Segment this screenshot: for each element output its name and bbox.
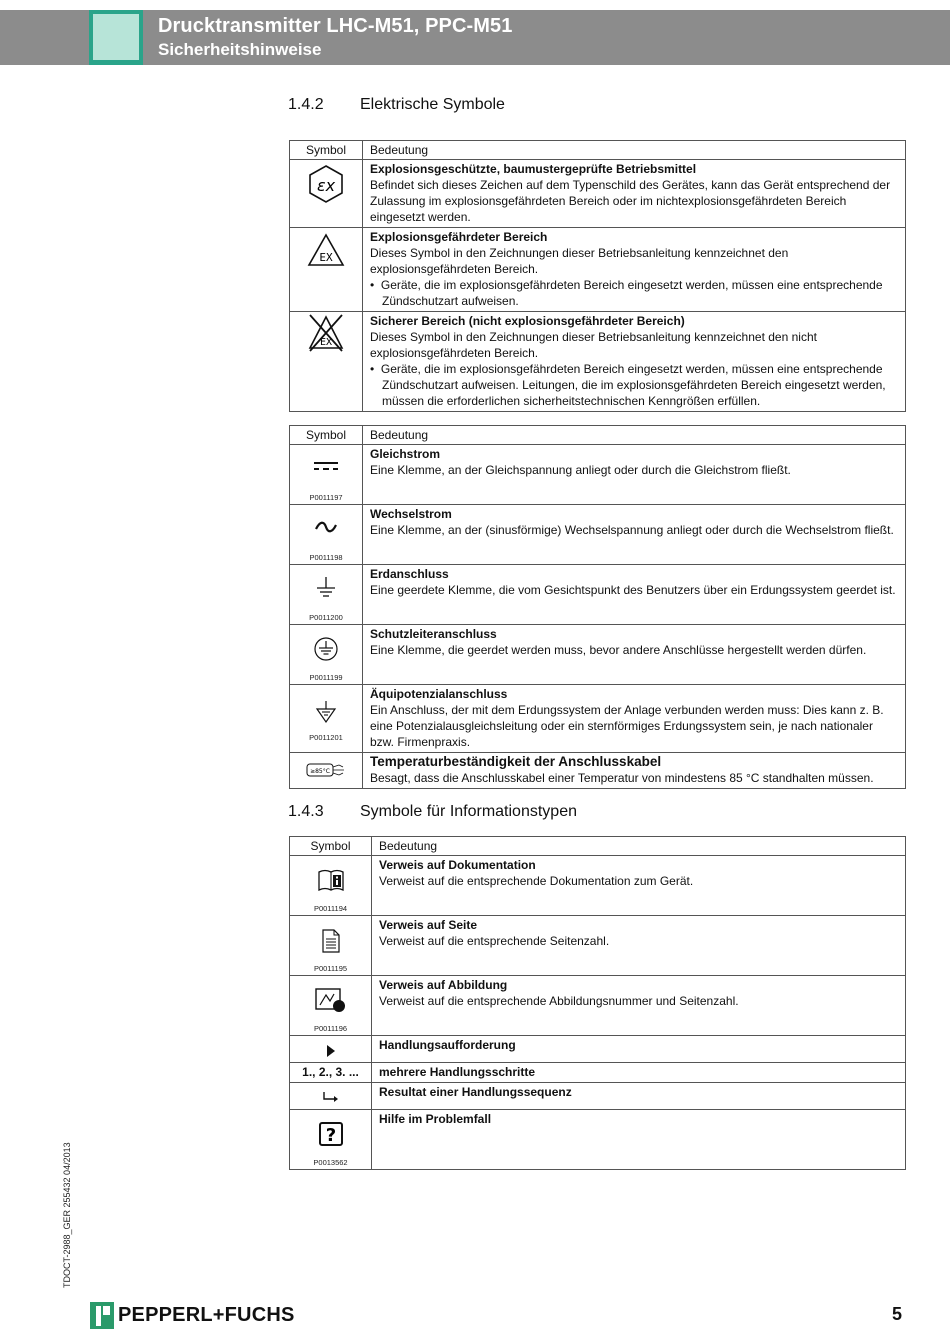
row-text: Dieses Symbol in den Zeichnungen dieser Betriebsanleitung kennzeichnet den explosionsgefährdeten Bereich.: [370, 246, 789, 276]
column-header-symbol: Symbol: [290, 426, 363, 445]
row-text: Dieses Symbol in den Zeichnungen dieser Betriebsanleitung kennzeichnet den nicht explosionsgefährdeten Bereich.: [370, 330, 817, 360]
figure-code: P0011200: [309, 613, 343, 622]
document-title: Drucktransmitter LHC-M51, PPC-M51: [158, 15, 513, 37]
table-row: [290, 1036, 906, 1063]
row-title: Handlungsaufforderung: [379, 1038, 516, 1052]
row-title: Erdanschluss: [370, 567, 449, 581]
row-title: Verweis auf Dokumentation: [379, 858, 536, 872]
section-title: Symbole für Informationstypen: [360, 803, 577, 820]
table-row: [290, 445, 906, 505]
figure-code: P0011199: [309, 673, 343, 682]
row-title: Schutzleiteranschluss: [370, 627, 497, 641]
row-title: Verweis auf Seite: [379, 918, 478, 932]
table-row: [290, 916, 906, 976]
document-subtitle: Sicherheitshinweise: [158, 40, 322, 59]
help-icon: [318, 1122, 344, 1146]
table-row: [290, 228, 906, 312]
figure-code: P0011201: [309, 733, 343, 742]
row-text: Verweist auf die entsprechende Abbildungsnummer und Seitenzahl.: [379, 994, 739, 1008]
table-row: [290, 1063, 906, 1083]
document-code: TDOCT-2988_GER 255432 04/2013: [62, 1142, 72, 1288]
section-number: 1.4.3: [288, 803, 324, 820]
table-row: [290, 505, 906, 565]
figure-code: P0011194: [313, 904, 348, 913]
row-title: Gleichstrom: [370, 447, 441, 461]
svg-text:?: ?: [325, 1125, 336, 1146]
bullet-item: • Geräte, die im explosionsgefährdeten Bereich eingesetzt werden, müssen eine entsprechende Zündschutzart aufweisen.: [370, 278, 883, 308]
electrical-symbols-table: [289, 425, 906, 789]
figure-code: P0011197: [309, 493, 343, 502]
page-number: 5: [892, 1304, 903, 1324]
brand-name: PEPPERL+FUCHS: [118, 1303, 295, 1326]
figure-code: P0011198: [309, 553, 343, 562]
row-text: Verweist auf die entsprechende Dokumentation zum Gerät.: [379, 874, 694, 888]
documentation-icon: [317, 868, 345, 892]
row-title: Verweis auf Abbildung: [379, 978, 508, 992]
table-row: [290, 685, 906, 753]
brand-logo: [90, 1300, 295, 1330]
row-title: Äquipotenzialanschluss: [370, 687, 508, 701]
row-title: Sicherer Bereich (nicht explosionsgefährdeter Bereich): [370, 314, 685, 328]
row-title: Explosionsgeschützte, baumustergeprüfte Betriebsmittel: [370, 162, 697, 176]
ex-triangle-icon: [306, 232, 346, 268]
column-header-meaning: Bedeutung: [363, 426, 906, 445]
section-title: Elektrische Symbole: [360, 96, 505, 113]
table-row: [290, 565, 906, 625]
row-text: Verweist auf die entsprechende Seitenzahl.: [379, 934, 610, 948]
table-row: [290, 753, 906, 789]
table-row: [290, 160, 906, 228]
column-header-meaning: Bedeutung: [363, 141, 906, 160]
equipotential-icon: [314, 699, 338, 725]
section-number: 1.4.2: [288, 96, 324, 113]
row-text: Eine Klemme, die geerdet werden muss, bevor andere Anschlüsse hergestellt werden dürfen.: [370, 643, 867, 657]
row-title: Resultat einer Handlungssequenz: [379, 1085, 572, 1099]
row-text: Besagt, dass die Anschlusskabel einer Temperatur von mindestens 85 °C standhalten müssen.: [370, 771, 874, 785]
row-text: Befindet sich dieses Zeichen auf dem Typenschild des Gerätes, kann das Gerät entsprechend der Zulassung im explosionsgefährdeten Bereich oder im nichtexplosionsgefährdeten Bereich eingesetzt werden.: [370, 178, 891, 224]
row-title: Wechselstrom: [370, 507, 452, 521]
information-symbols-table: [289, 836, 906, 1170]
figure-code: P0011195: [313, 964, 348, 973]
ex-crossed-icon: [306, 313, 346, 353]
row-text: Eine geerdete Klemme, die vom Gesichtspunkt des Benutzers über ein Erdungssystem geerdet ist.: [370, 583, 896, 597]
ex-approved-icon: [306, 164, 346, 204]
protective-earth-icon: [313, 636, 339, 662]
svg-text:EX: EX: [319, 251, 333, 264]
row-text: Eine Klemme, an der Gleichspannung anliegt oder durch die Gleichstrom fließt.: [370, 463, 791, 477]
header-logo: [89, 10, 143, 65]
ex-symbols-table: [289, 140, 906, 412]
section-heading-143: [288, 803, 577, 821]
row-title: mehrere Handlungsschritte: [379, 1065, 536, 1079]
step-numbers-symbol: 1., 2., 3. ...: [302, 1065, 359, 1079]
column-header-symbol: Symbol: [290, 837, 372, 856]
column-header-meaning: Bedeutung: [372, 837, 906, 856]
bullet-item: • Geräte, die im explosionsgefährdeten Bereich eingesetzt werden, müssen eine entsprechende Zündschutzart aufweisen. Leitungen, die im explosionsgefährdeten Bereich eingesetzt werden, müssen die erforderlichen sicherheitstechnischen Kenngrößen erfüllen.: [370, 362, 886, 408]
table-row: [290, 312, 906, 412]
svg-text:εx: εx: [316, 176, 336, 195]
figure-code: P0011196: [313, 1024, 348, 1033]
cable-temperature-icon: [306, 762, 346, 778]
row-text: Ein Anschluss, der mit dem Erdungssystem der Anlage verbunden werden muss: Dies kann z. B. eine Potenzialausgleichsleitung oder ein sternförmiges Erdungssystem sein, je nach nationaler bzw. Firmenpraxis.: [370, 703, 884, 749]
table-row: [290, 1110, 906, 1170]
alternating-current-icon: [313, 519, 339, 535]
section-heading-142: [288, 96, 505, 114]
row-text: Eine Klemme, an der (sinusförmige) Wechselspannung anliegt oder durch die Wechselstrom fließt.: [370, 523, 894, 537]
column-header-symbol: Symbol: [290, 141, 363, 160]
row-title: Temperaturbeständigkeit der Anschlusskabel: [370, 754, 662, 769]
figure-reference-icon: [314, 986, 348, 1014]
ground-icon: [314, 575, 338, 601]
table-row: [290, 625, 906, 685]
direct-current-icon: [311, 459, 341, 473]
brand-mark-icon: [90, 1302, 114, 1329]
svg-text:EX: EX: [319, 337, 333, 348]
table-row: [290, 1083, 906, 1110]
result-arrow-icon: [322, 1091, 340, 1103]
figure-code: P0013562: [313, 1158, 348, 1167]
svg-text:≥85°C: ≥85°C: [310, 768, 330, 775]
table-row: [290, 856, 906, 916]
page-reference-icon: [320, 928, 342, 954]
action-arrow-icon: [325, 1044, 337, 1058]
row-title: Explosionsgefährdeter Bereich: [370, 230, 548, 244]
row-title: Hilfe im Problemfall: [379, 1112, 492, 1126]
table-row: [290, 976, 906, 1036]
